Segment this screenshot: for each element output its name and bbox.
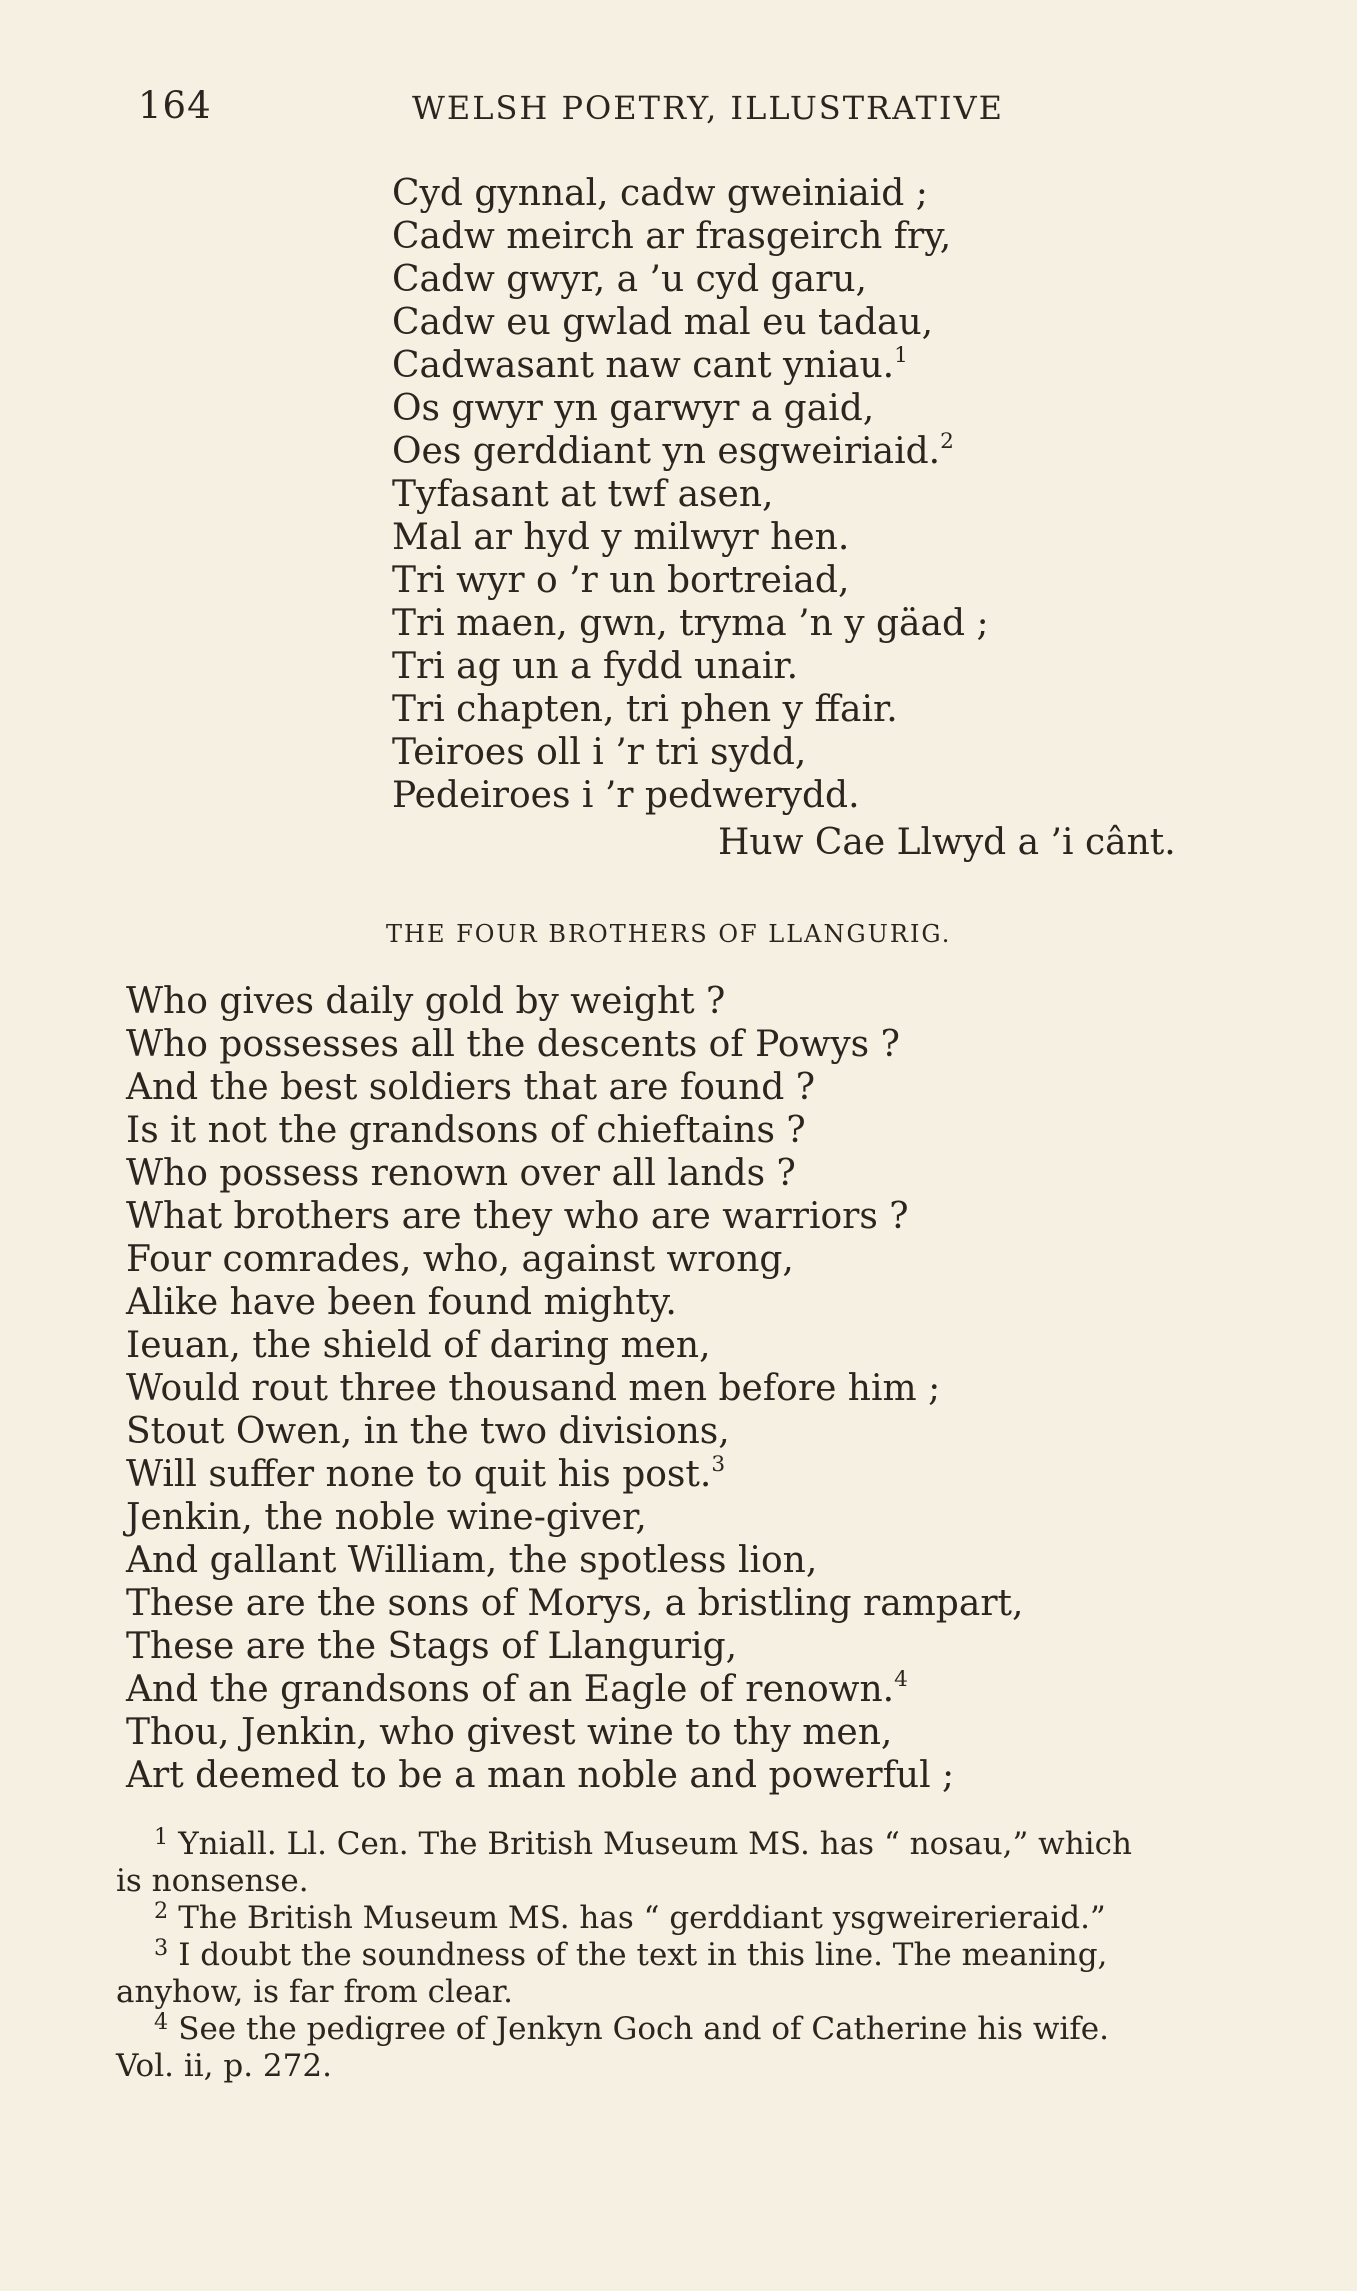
poem-line: And the grandsons of an Eagle of renown.$^4$ (126, 1666, 908, 1710)
poem-line: Tri wyr o ’r un bortreiad, (392, 560, 850, 601)
poem-line: Pedeiroes i ’r pedwerydd. (392, 775, 860, 816)
poem-line: Tyfasant at twf asen, (392, 474, 774, 515)
poem-line: Os gwyr yn garwyr a gaid, (392, 388, 875, 429)
poem-line: Alike have been found mighty. (126, 1282, 677, 1323)
footnote-text: See the pedigree of Jenkyn Goch and of Catherine his wife. (178, 2011, 1109, 2047)
footnotes (116, 1823, 1266, 2085)
footnote-text: Yniall. Ll. Cen. The British Museum MS. has “ nosau,” which (178, 1826, 1132, 1862)
page-header (0, 84, 1357, 144)
footnote-number: 4 (154, 2008, 169, 2035)
poem-line: These are the Stags of Llangurig, (126, 1626, 738, 1667)
poem-line: Cadw gwyr, a ’u cyd garu, (392, 259, 867, 300)
poem-line: And the best soldiers that are found ? (126, 1067, 816, 1108)
poem-line: Cadw eu gwlad mal eu tadau, (392, 302, 934, 343)
poem-line: Art deemed to be a man noble and powerful ; (126, 1755, 955, 1796)
poem-line: Mal ar hyd y milwyr hen. (392, 517, 850, 558)
poem-line: These are the sons of Morys, a bristling rampart, (126, 1583, 1024, 1624)
poem-line: What brothers are they who are warriors ? (126, 1196, 909, 1237)
poem-line: Who possesses all the descents of Powys ? (126, 1024, 900, 1065)
footnote-text: The British Museum MS. has “ gerddiant ysgweirerieraid.” (178, 1900, 1106, 1936)
footnote-ref: 2 (940, 428, 954, 454)
footnote-number: 3 (154, 1934, 169, 1961)
poem-line: Who possess renown over all lands ? (126, 1153, 796, 1194)
poem-line: Tri chapten, tri phen y ffair. (392, 689, 898, 730)
footnote (116, 1934, 1266, 1974)
section-title: THE FOUR BROTHERS OF LLANGURIG. (386, 920, 952, 948)
footnote-text: I doubt the soundness of the text in this line. The meaning, (178, 1937, 1108, 1973)
footnote-continuation: is nonsense. (116, 1863, 309, 1899)
poem-line: Jenkin, the noble wine-giver, (126, 1497, 647, 1538)
running-head: WELSH POETRY, ILLUSTRATIVE (412, 89, 1004, 127)
poem-line: Ieuan, the shield of daring men, (126, 1325, 711, 1366)
poem-attribution: Huw Cae Llwyd a ’i cânt. (718, 822, 1176, 863)
poem-line: Will suffer none to quit his post.$^3$ (126, 1451, 726, 1495)
footnote-ref: 4 (894, 1666, 908, 1692)
poem-line: Oes gerddiant yn esgweiriaid.$^2$ (392, 428, 954, 472)
footnote (116, 1823, 1266, 1863)
poem-line: Stout Owen, in the two divisions, (126, 1411, 730, 1452)
poem-line: Four comrades, who, against wrong, (126, 1239, 794, 1280)
poem-line: Teiroes oll i ’r tri sydd, (392, 732, 807, 773)
poem-line: Is it not the grandsons of chieftains ? (126, 1110, 806, 1151)
footnote-continuation: anyhow, is far from clear. (116, 1974, 514, 2010)
footnote (116, 1897, 1266, 1937)
footnote-ref: 1 (894, 342, 908, 368)
page-number: 164 (138, 84, 212, 127)
poem-line: Tri maen, gwn, tryma ’n y gäad ; (392, 603, 989, 644)
poem-line: Thou, Jenkin, who givest wine to thy men, (126, 1712, 893, 1753)
poem-line: Cadw meirch ar frasgeirch fry, (392, 216, 952, 257)
english-poem (126, 980, 1276, 1797)
footnote-continuation: Vol. ii, p. 272. (116, 2048, 332, 2084)
poem-line: Cyd gynnal, cadw gweiniaid ; (392, 173, 928, 214)
poem-line: Cadwasant naw cant yniau.$^1$ (392, 342, 908, 386)
footnote-number: 1 (154, 1823, 169, 1850)
poem-line: Who gives daily gold by weight ? (126, 981, 726, 1022)
footnote (116, 2008, 1266, 2048)
poem-line: And gallant William, the spotless lion, (126, 1540, 818, 1581)
poem-line: Would rout three thousand men before him ; (126, 1368, 941, 1409)
footnote-number: 2 (154, 1897, 169, 1924)
footnote-ref: 3 (711, 1451, 726, 1477)
poem-line: Tri ag un a fydd unair. (392, 646, 799, 687)
welsh-poem (392, 172, 1252, 817)
